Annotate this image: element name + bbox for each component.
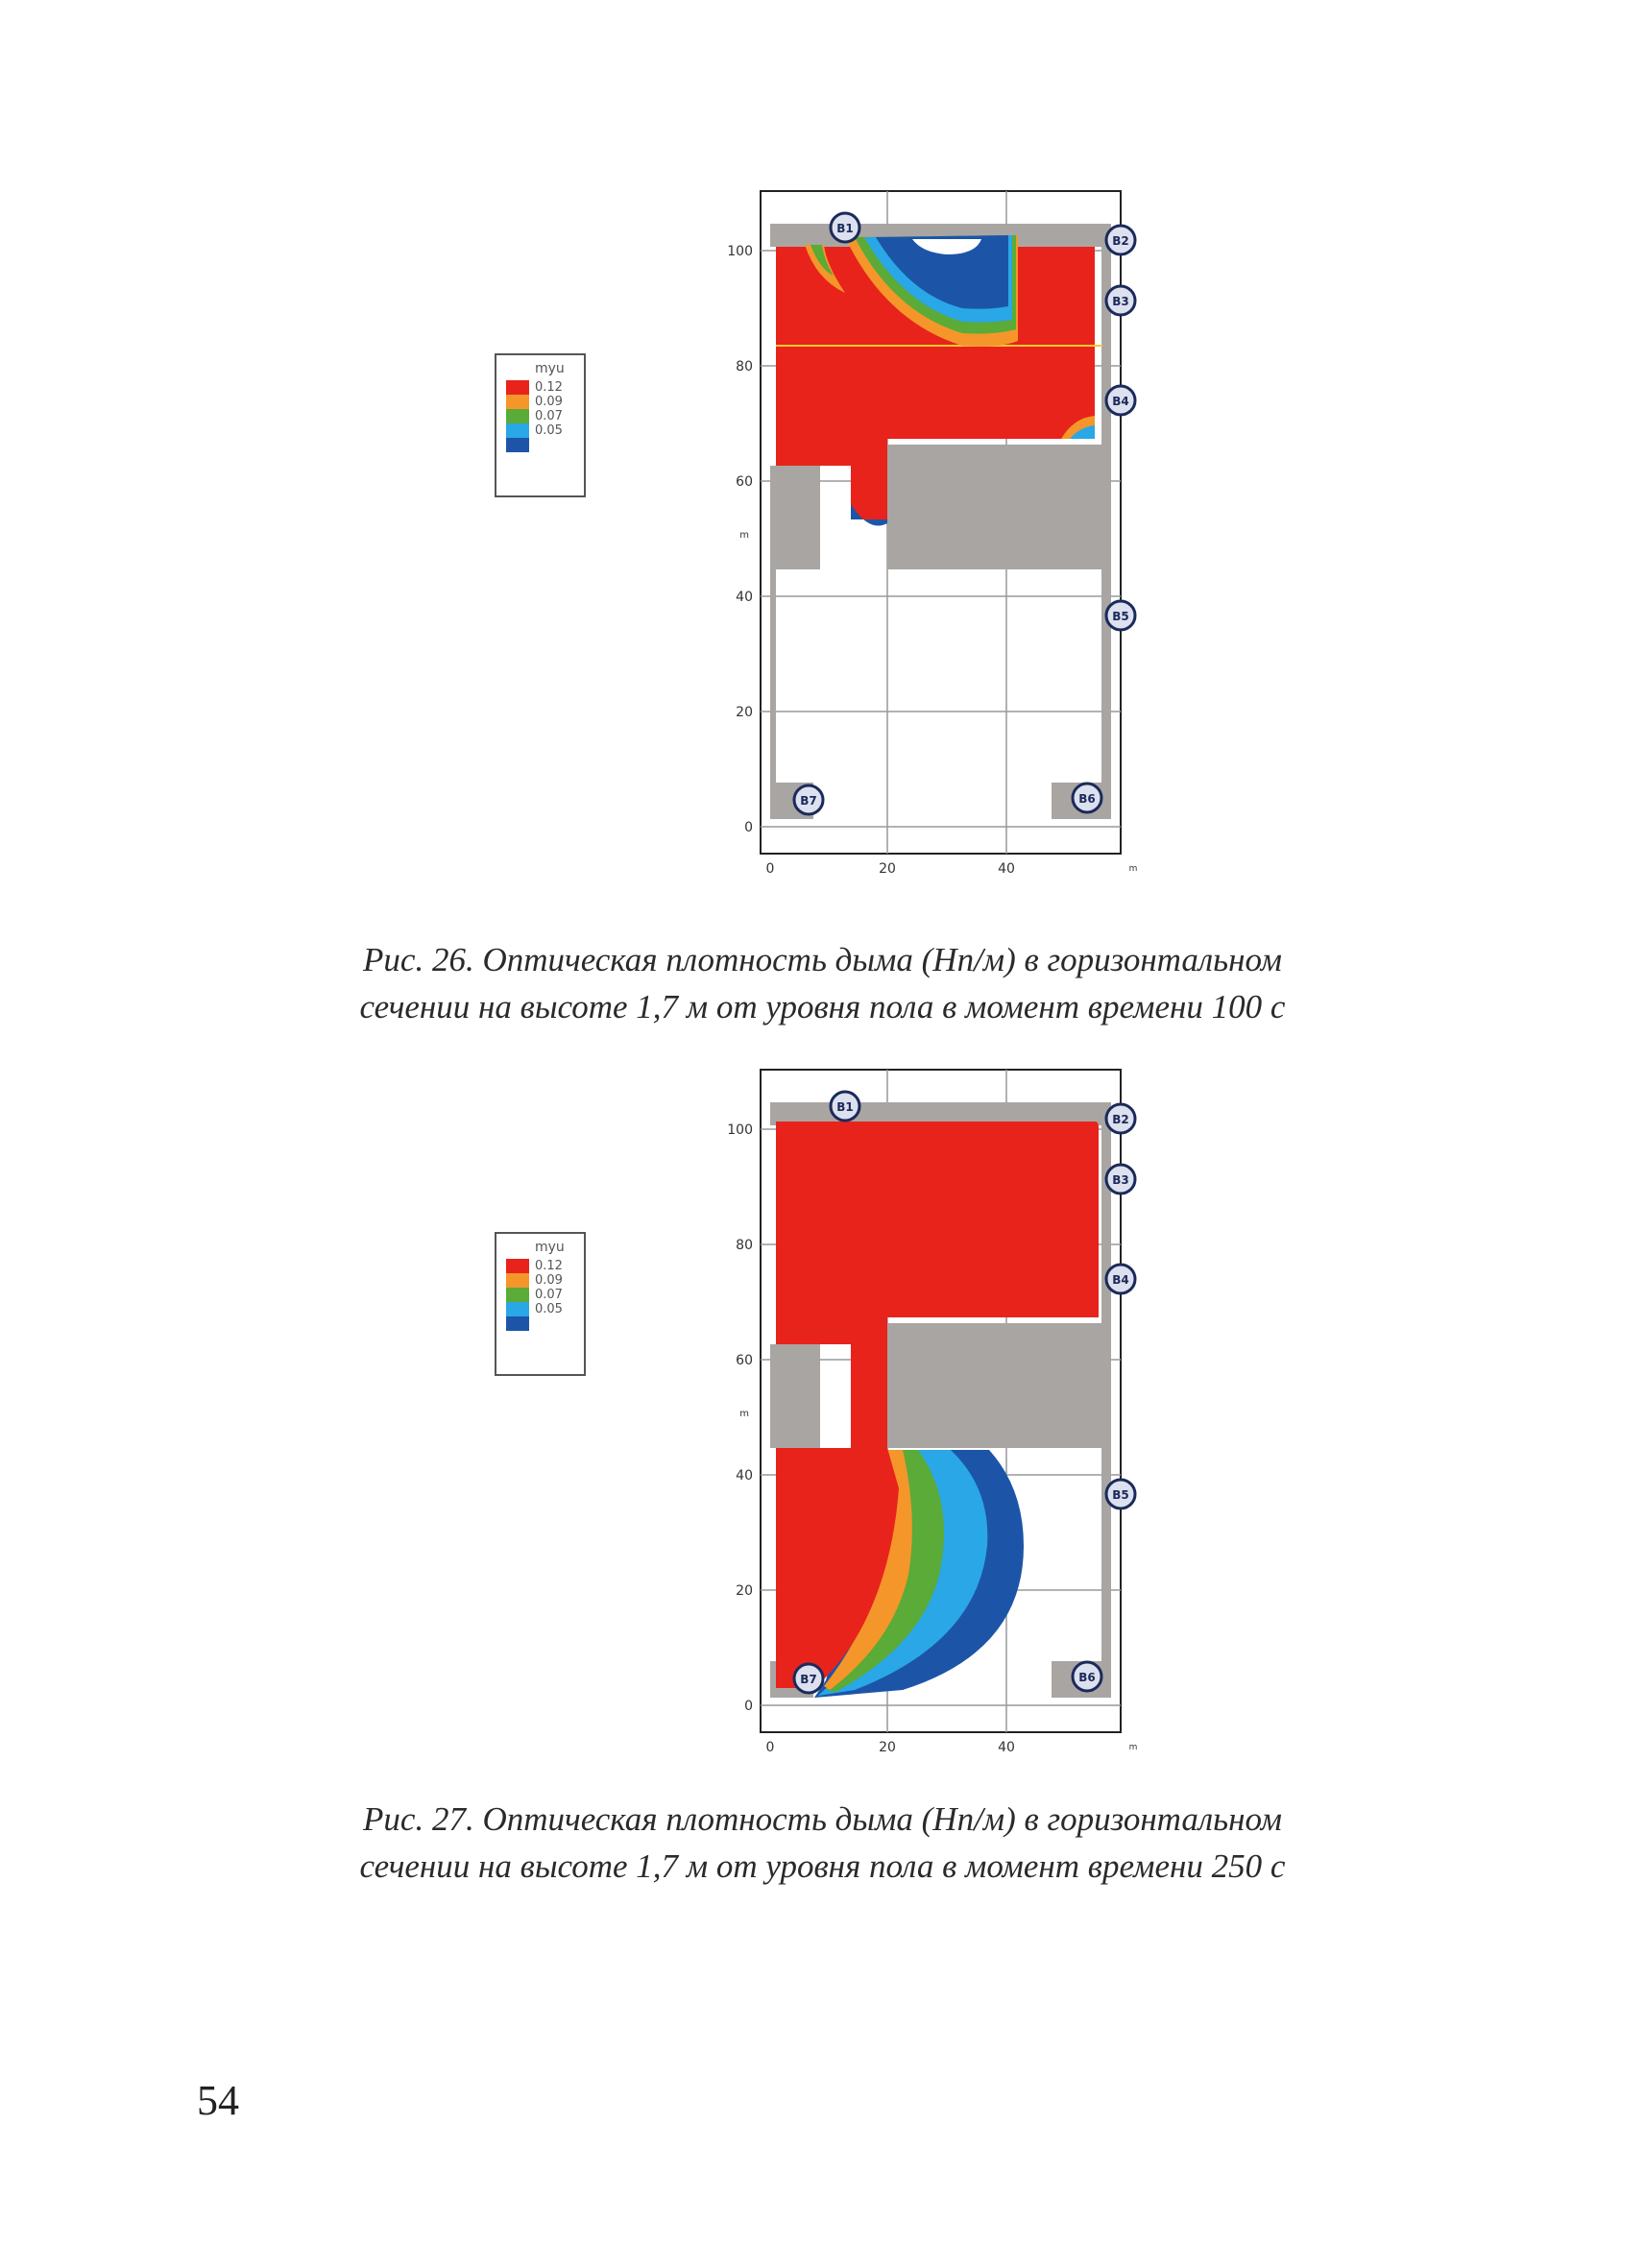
svg-text:40: 40	[736, 1468, 753, 1484]
svg-text:0: 0	[744, 1699, 753, 1714]
svg-text:60: 60	[736, 474, 753, 490]
svg-text:m: m	[739, 530, 749, 541]
caption-line: сечении на высоте 1,7 м от уровня пола в момент времени 250 с	[359, 1847, 1286, 1885]
svg-text:B1: B1	[836, 222, 854, 235]
svg-text:B3: B3	[1112, 295, 1129, 308]
legend-row: 0.09	[506, 395, 583, 409]
svg-text:B7: B7	[800, 794, 817, 808]
svg-text:20: 20	[736, 1583, 753, 1599]
svg-text:40: 40	[736, 590, 753, 605]
svg-text:m: m	[1128, 864, 1138, 874]
legend-row: 0.09	[506, 1273, 583, 1288]
svg-text:60: 60	[736, 1353, 753, 1368]
legend-row: 0.05	[506, 1302, 583, 1316]
caption-line: Рис. 27. Оптическая плотность дыма (Нп/м) в горизонтальном	[363, 1800, 1282, 1838]
svg-text:B2: B2	[1112, 1113, 1129, 1126]
svg-text:B4: B4	[1112, 1273, 1129, 1287]
svg-text:100: 100	[727, 1122, 753, 1138]
caption-line: сечении на высоте 1,7 м от уровня пола в момент времени 100 с	[359, 988, 1286, 1025]
svg-text:20: 20	[879, 861, 896, 877]
svg-text:0: 0	[765, 1740, 775, 1755]
svg-text:80: 80	[736, 359, 753, 374]
caption-line: Рис. 26. Оптическая плотность дыма (Нп/м) в горизонтальном	[363, 941, 1282, 978]
svg-text:B3: B3	[1112, 1173, 1129, 1187]
legend-row: 0.12	[506, 1259, 583, 1273]
legend-fig27	[495, 1232, 586, 1376]
svg-text:40: 40	[998, 861, 1015, 877]
figure-caption	[0, 936, 1645, 1030]
svg-text:B2: B2	[1112, 234, 1129, 248]
legend-title: myu	[535, 361, 565, 376]
svg-text:40: 40	[998, 1740, 1015, 1755]
svg-text:B1: B1	[836, 1100, 854, 1114]
smoke-plot-fig26	[711, 187, 1162, 879]
legend-row: 0.12	[506, 380, 583, 395]
svg-text:m: m	[739, 1409, 749, 1419]
svg-text:20: 20	[736, 705, 753, 720]
legend-title: myu	[535, 1240, 565, 1255]
svg-text:m: m	[1128, 1743, 1138, 1752]
svg-text:B4: B4	[1112, 395, 1129, 408]
svg-text:B6: B6	[1078, 1671, 1096, 1684]
legend-row	[506, 1316, 583, 1331]
svg-text:B6: B6	[1078, 792, 1096, 806]
svg-text:80: 80	[736, 1238, 753, 1253]
legend-fig26	[495, 353, 586, 497]
svg-text:B7: B7	[800, 1673, 817, 1686]
svg-text:0: 0	[765, 861, 775, 877]
svg-text:B5: B5	[1112, 610, 1129, 623]
svg-text:20: 20	[879, 1740, 896, 1755]
svg-text:100: 100	[727, 244, 753, 259]
figure-caption	[0, 1796, 1645, 1890]
svg-text:B5: B5	[1112, 1488, 1129, 1502]
legend-row: 0.05	[506, 423, 583, 438]
svg-text:0: 0	[744, 820, 753, 835]
legend-row: 0.07	[506, 1288, 583, 1302]
page-number: 54	[197, 2077, 239, 2124]
legend-row: 0.07	[506, 409, 583, 423]
smoke-plot-fig27	[711, 1066, 1162, 1757]
legend-row	[506, 438, 583, 452]
